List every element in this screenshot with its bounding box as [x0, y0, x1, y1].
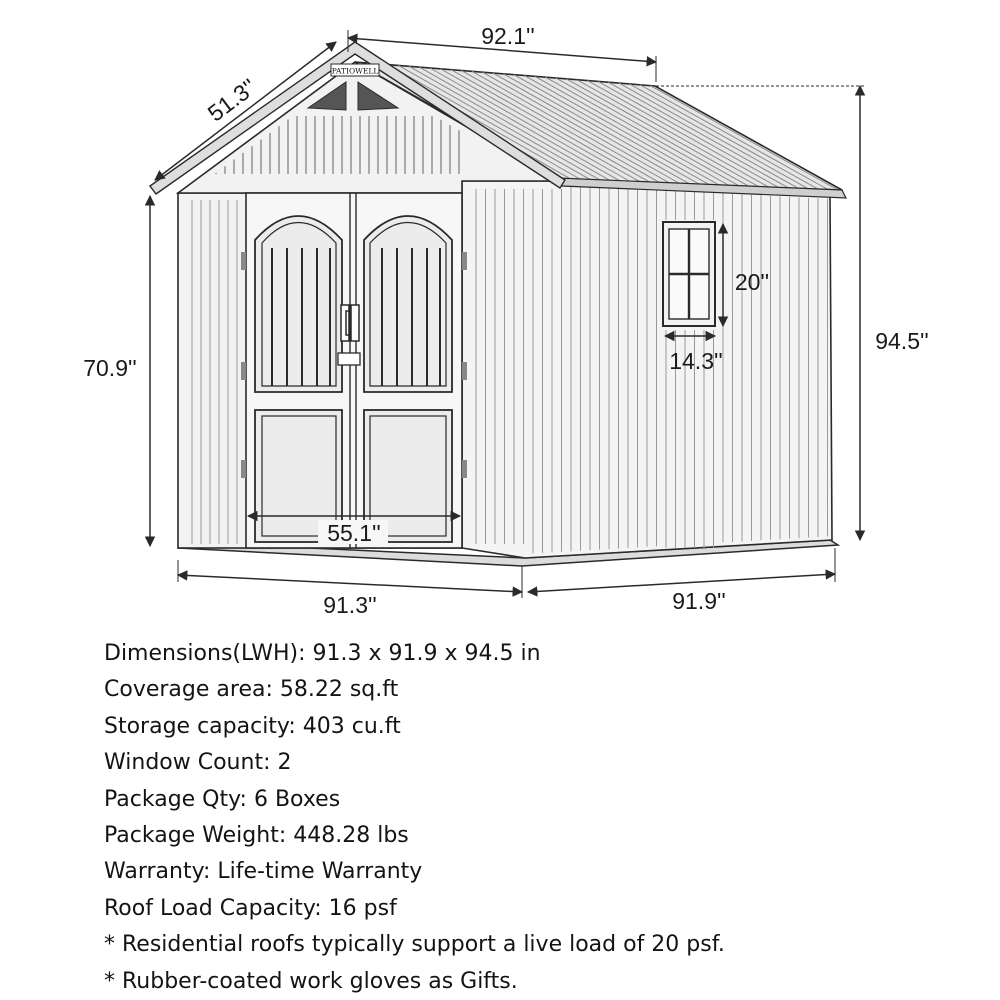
- spec-item: * Residential roofs typically support a live load of 20 psf.: [104, 932, 725, 958]
- dim-window-width: 14.3'': [669, 348, 723, 374]
- dim-side-depth: 91.9'': [672, 588, 726, 614]
- spec-item: Roof Load Capacity: 16 psf: [104, 895, 397, 921]
- shed-doors: [241, 193, 467, 548]
- door-handle-icon: [351, 305, 359, 341]
- spec-item: Window Count: 2: [104, 750, 292, 776]
- spec-item: Coverage area: 58.22 sq.ft: [104, 677, 399, 703]
- shed-window: [663, 222, 715, 326]
- dim-total-height: 94.5'': [875, 328, 929, 354]
- spec-item: Package Weight: 448.28 lbs: [104, 822, 409, 848]
- door-lock-icon: [338, 353, 360, 365]
- spec-item: Warranty: Life-time Warranty: [104, 859, 423, 885]
- shed-side-wall: [462, 181, 832, 558]
- dim-roof-slope: 51.3'': [202, 73, 262, 127]
- dim-window-height: 20'': [734, 269, 770, 295]
- spec-item: Storage capacity: 403 cu.ft: [104, 713, 401, 739]
- dim-door-width: 55.1'': [327, 520, 381, 546]
- dim-wall-height: 70.9'': [83, 355, 137, 381]
- spec-list: [104, 636, 725, 1000]
- brand-label: PATIOWELL: [331, 66, 379, 76]
- dim-front-width: 91.3'': [323, 592, 377, 618]
- spec-item: Package Qty: 6 Boxes: [104, 786, 341, 812]
- spec-item: * Rubber-coated work gloves as Gifts.: [104, 968, 518, 994]
- spec-item: Dimensions(LWH): 91.3 x 91.9 x 94.5 in: [104, 641, 541, 666]
- dim-roof-top: 92.1'': [481, 23, 535, 49]
- door-handle-icon: [341, 305, 350, 341]
